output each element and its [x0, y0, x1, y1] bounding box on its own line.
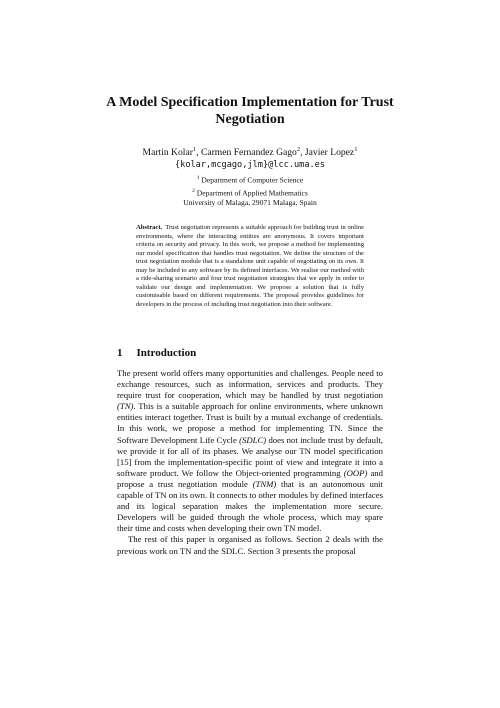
abstract-label: Abstract.: [136, 224, 163, 231]
paragraph-segment: and propose a trust negotiation module: [117, 467, 383, 489]
acronym: (TNM): [252, 478, 277, 489]
abstract: [136, 224, 364, 309]
affiliation-marker: 2: [192, 187, 195, 194]
paragraph-segment: . This is a suitable approach for online environments, where unknown entities interact together. Trust is built by a mutual exchange of credentials. In this work, we propose a method for implementing TN. Since the Software Development Life Cycle: [117, 401, 383, 445]
author-block: Martin Kolar$^1$, Carmen Fernandez Gago$^2$, Javier Lopez$^1$ {kolar,mcgago,jlm}@lcc.uma.es: [60, 144, 440, 171]
section-heading: [117, 347, 196, 359]
affiliation-text: Department of Computer Science: [201, 175, 304, 185]
acronym: (SDLC): [239, 434, 267, 445]
author-name: Martin Kolar: [142, 147, 193, 159]
affiliation-line: [60, 186, 440, 199]
acronym: (TN): [117, 401, 134, 412]
affiliation-marker: 1: [196, 175, 200, 181]
paragraph-segment: does not include trust by default, we provide it for all of its phases. We analyse our TN model specification [15] from the implementation-specific point of view and integrate it into a software product. We follow the Object-oriented programming: [117, 434, 383, 478]
paragraph-segment: that is an autonomous unit capable of TN on its own. It connects to other modules by defined interfaces and its logical separation makes the implementation more secure. Developers will be guided through the whole process, which may spare their time and costs when developing their own TN model.: [117, 478, 383, 534]
acronym: (OOP): [343, 467, 368, 478]
paragraph: The rest of this paper is organised as follows. Section 2 deals with the previous work on TN and the SDLC. Section 3 presents the proposal: [117, 534, 383, 556]
section-title: Introduction: [136, 347, 197, 359]
affiliation-marker: 1: [354, 146, 358, 153]
body-text: [117, 368, 383, 557]
abstract-text: Trust negotiation represents a suitable approach for building trust in online environments, where the interacting entities are anonymous. It covers important criteria on security and privacy. In this work, we propose a method for implementing our model specification that handles trust negotiation. We define the structure of the trust negotiation module that is a standalone unit capable of negotiating on its own. It may be included to any software by its defined interfaces. We realise our method with a ride-sharing scenario and four trust negotiation strategies that we apply in order to validate our design and implementation. We propose a solution that is fully customisable based on different requirements. The proposal provides guidelines for developers in the process of including trust negotiation into their software.: [136, 224, 364, 308]
paragraph-segment: The present world offers many opportunities and challenges. People need to exchange resources, such as information, services and products. They require trust for cooperation, which may be handled by trust negotiation: [117, 368, 383, 401]
author-name: Javier Lopez: [304, 147, 355, 159]
affiliation-line: [60, 173, 440, 186]
section-number: 1: [117, 347, 123, 359]
affiliation-marker: 1: [192, 146, 197, 153]
institution: University of Malaga, 29071 Malaga, Spain: [183, 198, 317, 208]
affiliation-block: [60, 173, 440, 208]
paper-title: A Model Specification Implementation for Trust Negotiation: [106, 95, 394, 127]
author-email: {kolar,mcgago,jlm}@lcc.uma.es: [174, 160, 326, 171]
affiliation-marker: 2: [296, 146, 301, 153]
affiliation-text: Department of Applied Mathematics: [196, 188, 308, 198]
author-name: Carmen Fernandez Gago: [200, 147, 297, 159]
paragraph: [117, 368, 383, 534]
